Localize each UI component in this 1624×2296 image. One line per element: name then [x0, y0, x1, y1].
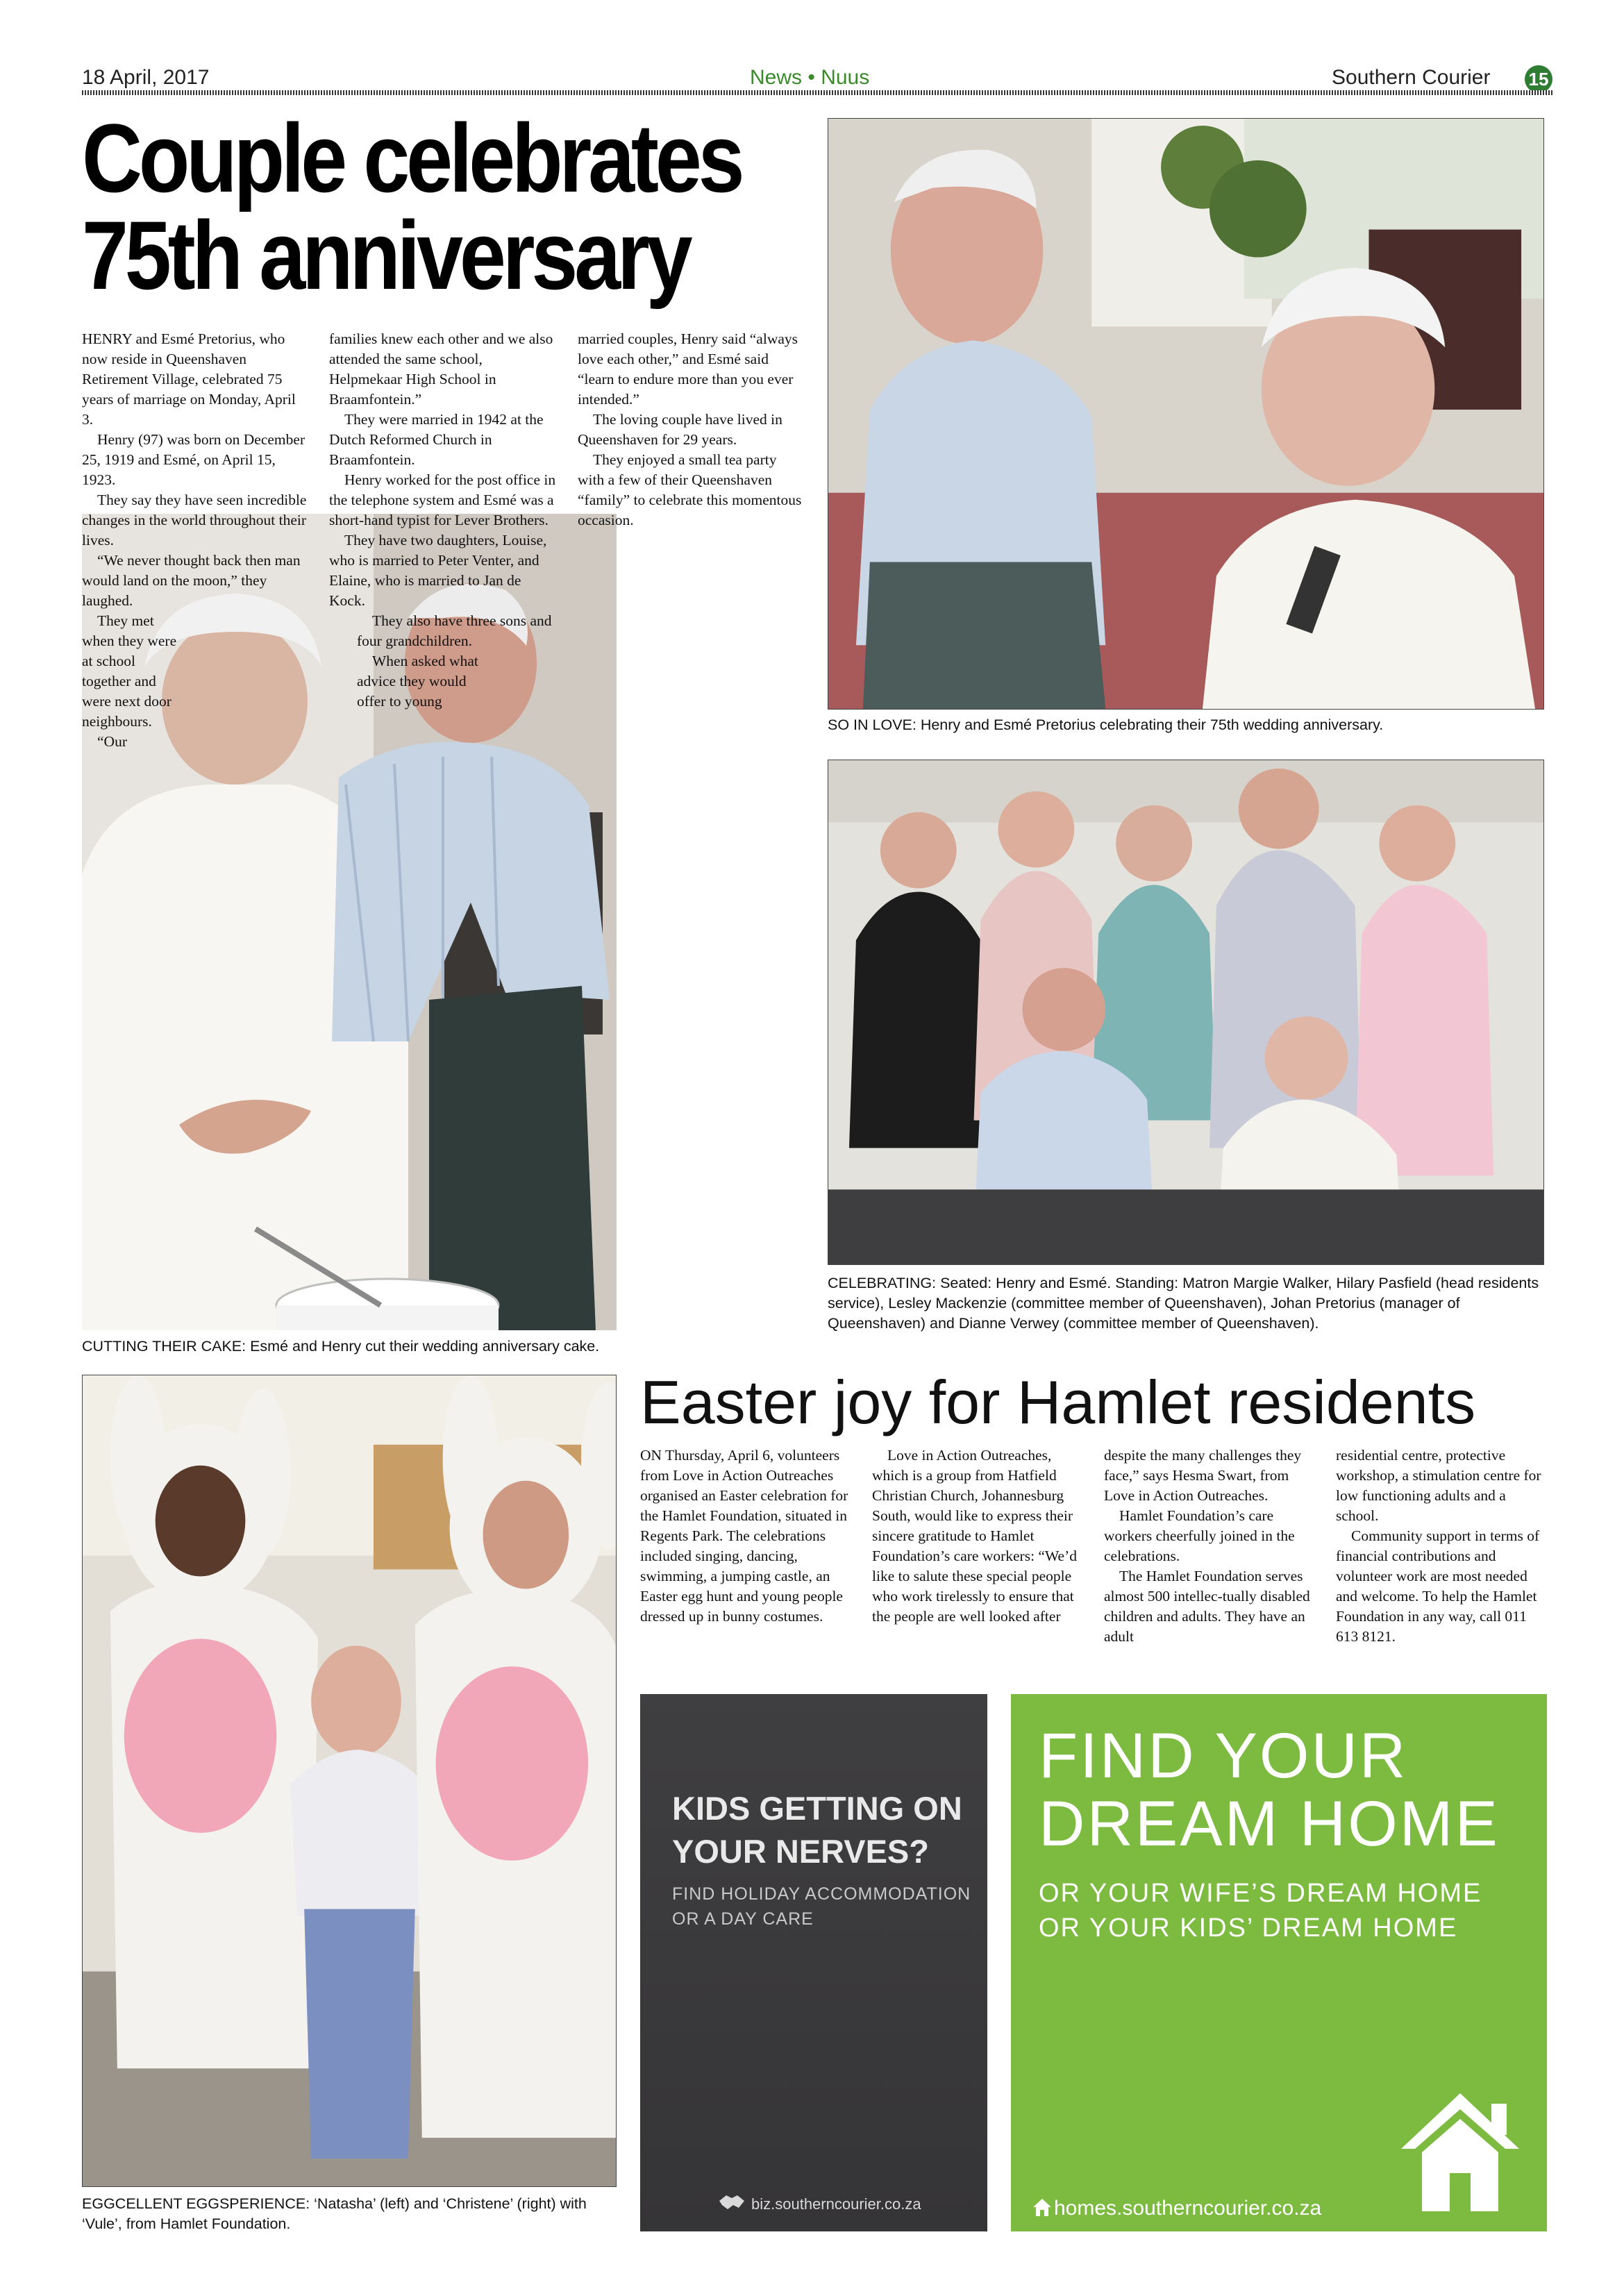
advert-kids-nerves[interactable] — [640, 1694, 987, 2231]
paragraph: married couples, Henry said “always love each other,” and Esmé said “learn to endure more than you ever intended.” — [578, 330, 798, 408]
photo-easter-bunnies — [82, 1375, 617, 2187]
paragraph: residential centre, protective workshop, a stimulation centre for low functioning adults and a school. — [1336, 1447, 1541, 1524]
paragraph: When asked what advice they would offer to young — [357, 653, 478, 710]
article-headline — [82, 103, 742, 310]
headline-line-1: Couple celebrates — [82, 103, 742, 212]
issue-date: 18 April, 2017 — [82, 66, 210, 89]
article2-column-3 — [1104, 1446, 1316, 1647]
paragraph: The Hamlet Foundation serves almost 500 intellec-tually disabled children and adults. They have an adult — [1104, 1568, 1310, 1645]
advert-title: KIDS GETTING ON YOUR NERVES? — [672, 1790, 962, 1870]
article2-column-1 — [640, 1446, 853, 1627]
advert-subtitle: FIND HOLIDAY ACCOMMODATION OR A DAY CARE — [672, 1884, 971, 1929]
paragraph: They enjoyed a small tea party with a few of their Queenshaven “family” to celebrate this momentous occasion. — [578, 451, 802, 528]
easter-article-headline: Easter joy for Hamlet residents — [640, 1368, 1476, 1436]
article2-column-2 — [872, 1446, 1085, 1627]
caption-celebrating: CELEBRATING: Seated: Henry and Esmé. Standing: Matron Margie Walker, Hilary Pasfield (head residents service), Lesley Mackenzie (committee member of Queenshaven), Johan Pretorius (manager of Queenshaven) and Dianne Verwey (committee member of Queenshaven). — [828, 1275, 1539, 1332]
paragraph: They say they have seen incredible changes in the world throughout their lives. — [82, 492, 307, 548]
paragraph: Love in Action Outreaches, which is a group from Hatfield Christian Church, Johannesburg South, would like to express their sincere gratitude to Hamlet Foundation’s care workers: “We’d like to salute these special people who work tirelessly to ensure that the people are well looked after — [872, 1447, 1077, 1625]
advert-subtitle: OR YOUR WIFE’S DREAM HOME OR YOUR KIDS’ DREAM HOME — [1039, 1879, 1482, 1943]
newspaper-name: Southern Courier — [1332, 66, 1491, 89]
masthead-rule — [82, 90, 1554, 95]
paragraph: Henry worked for the post office in the telephone system and Esmé was a short-hand typist for Lever Brothers. — [329, 471, 556, 528]
paragraph: The loving couple have lived in Queenshaven for 29 years. — [578, 411, 782, 448]
article1-column-3 — [578, 329, 807, 530]
paragraph: They met when they were at school together and were next door neighbours. — [82, 612, 177, 730]
paragraph: HENRY and Esmé Pretorius, who now reside in Queenshaven Retirement Village, celebrated 75 years of marriage on Monday, April 3. — [82, 330, 296, 428]
photo-so-in-love — [828, 118, 1544, 710]
paragraph: “We never thought back then man would land on the moon,” they laughed. — [82, 552, 301, 609]
advert-url[interactable]: biz.southerncourier.co.za — [751, 2195, 921, 2213]
advert-url[interactable]: homes.southerncourier.co.za — [1054, 2197, 1322, 2220]
photo-celebrating-group — [828, 760, 1544, 1265]
paragraph: They have two daughters, Louise, who is married to Peter Venter, and Elaine, who is married to Jan de Kock. — [329, 532, 547, 609]
caption-easter: EGGCELLENT EGGSPERIENCE: ‘Natasha’ (left) and ‘Christene’ (right) with ‘Vule’, from Hamlet Foundation. — [82, 2195, 587, 2232]
paragraph: “Our — [97, 733, 127, 750]
paragraph: Community support in terms of financial contributions and volunteer work are most needed and welcome. To help the Hamlet Foundation in any way, call 011 613 8121. — [1336, 1527, 1540, 1645]
paragraph: They were married in 1942 at the Dutch Reformed Church in Braamfontein. — [329, 411, 544, 468]
paragraph: Henry (97) was born on December 25, 1919 and Esmé, on April 15, 1923. — [82, 431, 305, 488]
advert-title: FIND YOUR DREAM HOME — [1039, 1720, 1500, 1859]
advert-background — [640, 1694, 987, 2231]
article1-column-1 — [82, 329, 308, 752]
section-label: News • Nuus — [750, 66, 870, 89]
article1-column-2 — [329, 329, 558, 712]
article2-column-4 — [1336, 1446, 1548, 1647]
advert-dream-home[interactable] — [1011, 1694, 1547, 2231]
paragraph: Hamlet Foundation’s care workers cheerfully joined in the celebrations. — [1104, 1507, 1295, 1564]
headline-line-2: 75th anniversary — [82, 201, 689, 310]
paragraph: families knew each other and we also attended the same school, Helpmekaar High School in Braamfontein.” — [329, 330, 553, 408]
home-small-icon — [1032, 2197, 1053, 2218]
caption-cake: CUTTING THEIR CAKE: Esmé and Henry cut their wedding anniversary cake. — [82, 1338, 600, 1355]
paragraph: ON Thursday, April 6, volunteers from Love in Action Outreaches organised an Easter celebration for the Hamlet Foundation, situated in Regents Park. The celebrations included singing, dancing, swimming, a jumping castle, an Easter egg hunt and young people dressed up in bunny costumes. — [640, 1447, 848, 1625]
page-number-badge: 15 — [1525, 65, 1552, 93]
paragraph: despite the many challenges they face,” says Hesma Swart, from Love in Action Outreaches. — [1104, 1447, 1302, 1504]
paragraph: They also have three sons and four grandchildren. — [357, 612, 552, 649]
house-icon — [1394, 2083, 1526, 2215]
caption-so-in-love: SO IN LOVE: Henry and Esmé Pretorius celebrating their 75th wedding anniversary. — [828, 717, 1384, 733]
handshake-icon — [718, 2191, 746, 2212]
